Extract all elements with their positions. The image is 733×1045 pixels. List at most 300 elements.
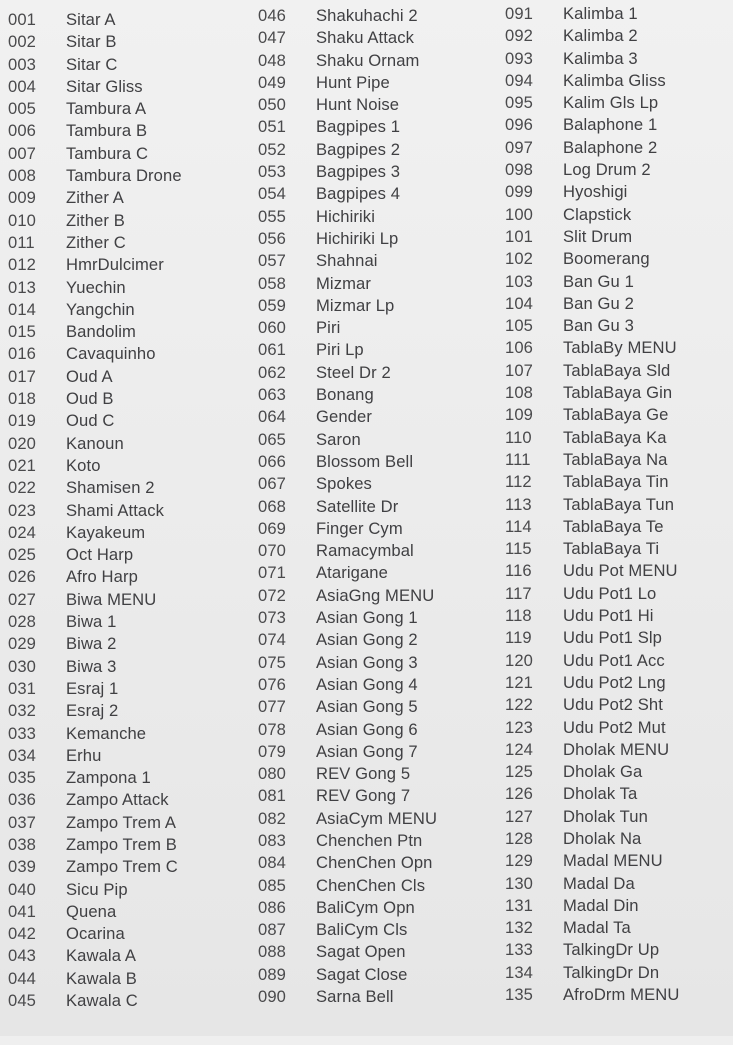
- voice-entry: [8, 767, 248, 789]
- voice-name: Shakuhachi 2: [316, 6, 418, 25]
- voice-number: 133: [505, 940, 533, 960]
- voice-entry: [8, 522, 248, 544]
- voice-name: Sitar C: [66, 54, 118, 74]
- voice-entry: [8, 343, 248, 365]
- voice-number: 100: [505, 204, 533, 224]
- voice-number: 131: [505, 895, 533, 915]
- voice-name: Madal Da: [563, 873, 635, 893]
- voice-number: 102: [505, 249, 533, 269]
- voice-name: Madal Ta: [563, 918, 631, 938]
- voice-entry: [505, 962, 731, 984]
- voice-entry: [505, 137, 731, 159]
- voice-name: Spokes: [316, 474, 372, 494]
- voice-entry: [8, 544, 248, 566]
- voice-number: 116: [505, 561, 532, 581]
- voice-entry: [258, 72, 503, 94]
- voice-entry: [8, 789, 248, 811]
- voice-entry: [258, 629, 503, 651]
- voice-name: TablaBaya Ge: [563, 405, 669, 425]
- voice-entry: [8, 254, 248, 276]
- voice-entry: [258, 652, 503, 674]
- voice-name: Shaku Attack: [316, 28, 415, 48]
- voice-name: Udu Pot MENU: [563, 561, 678, 581]
- voice-number: 055: [258, 206, 286, 226]
- voice-name: Zampona 1: [66, 768, 151, 788]
- voice-entry: [505, 427, 731, 449]
- voice-name: Finger Cym: [316, 518, 403, 538]
- voice-number: 042: [8, 924, 36, 944]
- voice-entry: [8, 31, 248, 53]
- voice-name: Koto: [66, 455, 101, 475]
- voice-name: AfroDrm MENU: [563, 985, 680, 1005]
- voice-number: 077: [258, 697, 286, 717]
- voice-name: Kawala B: [66, 968, 137, 988]
- voice-number: 076: [258, 674, 286, 694]
- voice-number: 010: [8, 210, 36, 230]
- voice-entry: [505, 583, 731, 605]
- voice-number: 109: [505, 405, 533, 425]
- voice-name: Ban Gu 3: [563, 316, 634, 336]
- voice-entry: [258, 875, 503, 897]
- voice-name: Ocarina: [66, 924, 125, 944]
- voice-entry: [258, 406, 503, 428]
- voice-name: Bagpipes 3: [316, 162, 401, 182]
- voice-name: Blossom Bell: [316, 451, 414, 471]
- voice-entry: [505, 761, 731, 783]
- voice-entry: [258, 5, 503, 27]
- voice-number: 040: [8, 879, 36, 899]
- voice-entry: [505, 293, 731, 315]
- voice-name: Oud A: [66, 366, 113, 386]
- voice-entry: [8, 656, 248, 678]
- voice-entry: [505, 895, 731, 917]
- voice-name: Sitar Gliss: [66, 76, 143, 96]
- voice-entry: [505, 560, 731, 582]
- voice-number: 069: [258, 518, 286, 538]
- voice-name: TablaBaya Na: [563, 449, 668, 469]
- voice-entry: [258, 964, 503, 986]
- voice-name: Udu Pot1 Hi: [563, 606, 654, 626]
- voice-name: Hichiriki Lp: [316, 228, 399, 248]
- voice-entry: [505, 248, 731, 270]
- voice-number: 046: [258, 6, 286, 25]
- voice-name: Kalimba 3: [563, 48, 638, 68]
- voice-number: 051: [258, 117, 286, 137]
- voice-number: 016: [8, 344, 36, 364]
- voice-name: Asian Gong 7: [316, 741, 418, 761]
- voice-entry: [505, 672, 731, 694]
- voice-entry: [258, 808, 503, 830]
- voice-number: 074: [258, 630, 286, 650]
- voice-entry: [8, 165, 248, 187]
- voice-number: 054: [258, 184, 286, 204]
- voice-entry: [258, 317, 503, 339]
- voice-number: 126: [505, 784, 533, 804]
- voice-entry: [8, 232, 248, 254]
- voice-number: 113: [505, 494, 532, 514]
- voice-name: Oud B: [66, 389, 114, 409]
- voice-name: Balaphone 1: [563, 115, 658, 135]
- voice-number: 125: [505, 762, 533, 782]
- voice-number: 012: [8, 255, 36, 275]
- voice-number: 117: [505, 583, 532, 603]
- voice-name: Ramacymbal: [316, 541, 414, 561]
- voice-name: Kalimba Gliss: [563, 70, 666, 90]
- voice-number: 088: [258, 942, 286, 962]
- voice-number: 128: [505, 828, 533, 848]
- voice-entry: [8, 901, 248, 923]
- voice-number: 023: [8, 500, 36, 520]
- voice-name: Bagpipes 4: [316, 184, 401, 204]
- voice-number: 091: [505, 4, 533, 23]
- voice-name: Afro Harp: [66, 567, 138, 587]
- voice-name: Shamisen 2: [66, 478, 155, 498]
- voice-entry: [505, 538, 731, 560]
- voice-name: Udu Pot1 Lo: [563, 583, 657, 603]
- voice-number: 052: [258, 139, 286, 159]
- voice-entry: [8, 678, 248, 700]
- voice-name: Udu Pot1 Acc: [563, 650, 665, 670]
- voice-column-1: [8, 0, 248, 1045]
- voice-name: Bonang: [316, 385, 374, 405]
- voice-number: 015: [8, 322, 36, 342]
- voice-number: 080: [258, 764, 286, 784]
- voice-name: REV Gong 7: [316, 786, 411, 806]
- voice-entry: [8, 745, 248, 767]
- voice-number: 006: [8, 121, 36, 141]
- voice-entry: [8, 856, 248, 878]
- voice-entry: [258, 919, 503, 941]
- voice-name: Sagat Close: [316, 964, 408, 984]
- voice-entry: [258, 785, 503, 807]
- voice-number: 002: [8, 32, 36, 52]
- voice-entry: [8, 589, 248, 611]
- voice-entry: [258, 27, 503, 49]
- voice-entry: [505, 873, 731, 895]
- voice-number: 031: [8, 678, 36, 698]
- voice-entry: [8, 433, 248, 455]
- voice-name: Zampo Trem B: [66, 834, 177, 854]
- voice-entry: [258, 451, 503, 473]
- voice-number: 129: [505, 851, 533, 871]
- voice-number: 060: [258, 318, 286, 338]
- voice-entry: [505, 360, 731, 382]
- voice-number: 095: [505, 93, 533, 113]
- voice-name: Asian Gong 5: [316, 697, 418, 717]
- voice-name: Biwa MENU: [66, 589, 157, 609]
- voice-entry: [8, 321, 248, 343]
- voice-number: 044: [8, 968, 36, 988]
- voice-name: Asian Gong 3: [316, 652, 418, 672]
- voice-entry: [8, 834, 248, 856]
- voice-entry: [8, 990, 248, 1012]
- voice-entry: [258, 250, 503, 272]
- voice-number: 030: [8, 656, 36, 676]
- voice-entry: [8, 9, 248, 31]
- voice-number: 063: [258, 385, 286, 405]
- voice-number: 059: [258, 295, 286, 315]
- voice-number: 007: [8, 143, 36, 163]
- voice-name: Biwa 3: [66, 656, 117, 676]
- voice-number: 078: [258, 719, 286, 739]
- voice-name: Hichiriki: [316, 206, 375, 226]
- voice-entry: [258, 161, 503, 183]
- voice-name: TablaBy MENU: [563, 338, 677, 358]
- voice-number: 019: [8, 411, 36, 431]
- voice-number: 099: [505, 182, 533, 202]
- voice-number: 127: [505, 806, 533, 826]
- voice-entry: [258, 696, 503, 718]
- voice-entry: [8, 633, 248, 655]
- voice-entry: [505, 3, 731, 25]
- voice-name: BaliCym Opn: [316, 897, 415, 917]
- voice-name: TablaBaya Ka: [563, 427, 667, 447]
- voice-entry: [505, 471, 731, 493]
- voice-entry: [8, 477, 248, 499]
- voice-name: Madal MENU: [563, 851, 663, 871]
- voice-number: 092: [505, 26, 533, 46]
- voice-entry: [505, 984, 731, 1006]
- voice-entry: [8, 366, 248, 388]
- voice-name: Sarna Bell: [316, 987, 394, 1007]
- voice-number: 130: [505, 873, 533, 893]
- voice-entry: [258, 719, 503, 741]
- voice-entry: [505, 404, 731, 426]
- voice-name: TalkingDr Dn: [563, 962, 660, 982]
- voice-entry: [505, 494, 731, 516]
- voice-number: 110: [505, 427, 532, 447]
- voice-number: 122: [505, 695, 533, 715]
- voice-number: 017: [8, 366, 36, 386]
- voice-entry: [505, 516, 731, 538]
- voice-name: Biwa 2: [66, 634, 117, 654]
- voice-number: 082: [258, 808, 286, 828]
- voice-entry: [8, 723, 248, 745]
- voice-number: 084: [258, 853, 286, 873]
- voice-name: Balaphone 2: [563, 137, 658, 157]
- voice-number: 120: [505, 650, 533, 670]
- voice-name: Kayakeum: [66, 522, 146, 542]
- voice-name: Kalimba 2: [563, 26, 638, 46]
- voice-entry: [258, 585, 503, 607]
- voice-entry: [505, 850, 731, 872]
- voice-number: 086: [258, 897, 286, 917]
- voice-number: 058: [258, 273, 286, 293]
- voice-name: Bagpipes 1: [316, 117, 401, 137]
- voice-number: 045: [8, 991, 36, 1011]
- voice-number: 053: [258, 162, 286, 182]
- voice-number: 003: [8, 54, 36, 74]
- voice-entry: [258, 852, 503, 874]
- voice-name: Piri Lp: [316, 340, 364, 360]
- voice-name: Kanoun: [66, 433, 124, 453]
- voice-entry: [505, 204, 731, 226]
- voice-number: 025: [8, 545, 36, 565]
- voice-number: 071: [258, 563, 286, 583]
- voice-number: 097: [505, 137, 533, 157]
- voice-number: 103: [505, 271, 533, 291]
- voice-number: 022: [8, 478, 36, 498]
- voice-entry: [8, 210, 248, 232]
- voice-name: Asian Gong 1: [316, 608, 418, 628]
- voice-entry: [258, 741, 503, 763]
- voice-number: 093: [505, 48, 533, 68]
- voice-name: Sicu Pip: [66, 879, 128, 899]
- voice-entry: [8, 700, 248, 722]
- voice-entry: [8, 388, 248, 410]
- voice-name: TablaBaya Ti: [563, 539, 660, 559]
- voice-name: TablaBaya Tin: [563, 472, 669, 492]
- voice-name: Gender: [316, 407, 372, 427]
- voice-name: Shahnai: [316, 251, 378, 271]
- voice-name: Tambura B: [66, 121, 148, 141]
- voice-number: 085: [258, 875, 286, 895]
- voice-number: 021: [8, 455, 36, 475]
- voice-entry: [505, 605, 731, 627]
- voice-name: Boomerang: [563, 249, 650, 269]
- voice-number: 034: [8, 745, 36, 765]
- voice-entry: [8, 455, 248, 477]
- voice-name: Sagat Open: [316, 942, 406, 962]
- voice-number: 098: [505, 160, 533, 180]
- voice-name: Asian Gong 2: [316, 630, 418, 650]
- voice-number: 062: [258, 362, 286, 382]
- voice-number: 049: [258, 72, 286, 92]
- voice-number: 079: [258, 741, 286, 761]
- voice-name: Hunt Pipe: [316, 72, 390, 92]
- voice-entry: [505, 226, 731, 248]
- voice-name: AsiaCym MENU: [316, 808, 438, 828]
- voice-name: Satellite Dr: [316, 496, 399, 516]
- voice-name: Bagpipes 2: [316, 139, 401, 159]
- voice-number: 112: [505, 472, 532, 492]
- voice-entry: [505, 114, 731, 136]
- voice-name: Zither B: [66, 210, 125, 230]
- voice-name: Esraj 1: [66, 678, 119, 698]
- voice-name: AsiaGng MENU: [316, 585, 435, 605]
- voice-entry: [8, 923, 248, 945]
- voice-name: Esraj 2: [66, 701, 119, 721]
- voice-entry: [8, 945, 248, 967]
- voice-name: Dholak Ta: [563, 784, 638, 804]
- voice-entry: [258, 473, 503, 495]
- voice-number: 115: [505, 539, 532, 559]
- voice-name: Slit Drum: [563, 226, 633, 246]
- voice-number: 014: [8, 299, 36, 319]
- voice-name: Mizmar Lp: [316, 295, 395, 315]
- voice-number: 004: [8, 76, 36, 96]
- voice-name: Madal Din: [563, 895, 639, 915]
- voice-entry: [258, 183, 503, 205]
- voice-number: 124: [505, 739, 533, 759]
- voice-entry: [8, 879, 248, 901]
- voice-number: 027: [8, 589, 36, 609]
- voice-number: 123: [505, 717, 533, 737]
- voice-entry: [505, 939, 731, 961]
- voice-number: 057: [258, 251, 286, 271]
- voice-entry: [505, 806, 731, 828]
- voice-name: Tambura Drone: [66, 166, 182, 186]
- voice-name: Zampo Trem C: [66, 857, 178, 877]
- voice-entry: [8, 120, 248, 142]
- voice-entry: [8, 611, 248, 633]
- voice-entry: [505, 828, 731, 850]
- voice-entry: [258, 206, 503, 228]
- voice-number: 026: [8, 567, 36, 587]
- voice-entry: [8, 54, 248, 76]
- voice-name: Asian Gong 6: [316, 719, 418, 739]
- voice-name: Yuechin: [66, 277, 126, 297]
- voice-entry: [505, 650, 731, 672]
- voice-entry: [505, 271, 731, 293]
- voice-entry: [505, 739, 731, 761]
- voice-number: 111: [505, 449, 531, 469]
- voice-name: REV Gong 5: [316, 764, 411, 784]
- voice-entry: [258, 897, 503, 919]
- voice-entry: [258, 139, 503, 161]
- voice-name: Kemanche: [66, 723, 147, 743]
- voice-entry: [505, 337, 731, 359]
- voice-name: Oud C: [66, 411, 115, 431]
- voice-entry: [258, 540, 503, 562]
- voice-name: Bandolim: [66, 322, 136, 342]
- voice-name: Dholak MENU: [563, 739, 670, 759]
- voice-name: Oct Harp: [66, 545, 134, 565]
- voice-number: 036: [8, 790, 36, 810]
- voice-entry: [505, 627, 731, 649]
- voice-entry: [258, 496, 503, 518]
- voice-number: 011: [8, 232, 35, 252]
- voice-name: Ban Gu 1: [563, 271, 634, 291]
- voice-name: BaliCym Cls: [316, 920, 408, 940]
- voice-name: Sitar A: [66, 10, 116, 29]
- voice-name: Chenchen Ptn: [316, 830, 423, 850]
- voice-entry: [505, 694, 731, 716]
- voice-number: 067: [258, 474, 286, 494]
- voice-entry: [258, 763, 503, 785]
- voice-entry: [258, 384, 503, 406]
- voice-number: 056: [258, 228, 286, 248]
- voice-name: Shaku Ornam: [316, 50, 420, 70]
- voice-entry: [8, 410, 248, 432]
- voice-column-3: [505, 0, 731, 1039]
- voice-number: 090: [258, 987, 286, 1007]
- voice-number: 029: [8, 634, 36, 654]
- voice-name: Shami Attack: [66, 500, 165, 520]
- voice-entry: [258, 295, 503, 317]
- voice-name: Zither C: [66, 232, 126, 252]
- voice-entry: [505, 315, 731, 337]
- voice-name: Tambura A: [66, 99, 147, 119]
- voice-number: 075: [258, 652, 286, 672]
- voice-entry: [505, 783, 731, 805]
- voice-number: 081: [258, 786, 286, 806]
- voice-name: Erhu: [66, 745, 102, 765]
- voice-number: 024: [8, 522, 36, 542]
- voice-entry: [258, 986, 503, 1008]
- voice-entry: [8, 812, 248, 834]
- voice-number: 119: [505, 628, 532, 648]
- voice-name: Quena: [66, 901, 117, 921]
- voice-number: 118: [505, 606, 532, 626]
- voice-name: TablaBaya Te: [563, 516, 664, 536]
- voice-entry: [8, 143, 248, 165]
- voice-number: 072: [258, 585, 286, 605]
- voice-number: 033: [8, 723, 36, 743]
- voice-entry: [505, 382, 731, 404]
- voice-name: Biwa 1: [66, 612, 117, 632]
- voice-name: Kawala A: [66, 946, 136, 966]
